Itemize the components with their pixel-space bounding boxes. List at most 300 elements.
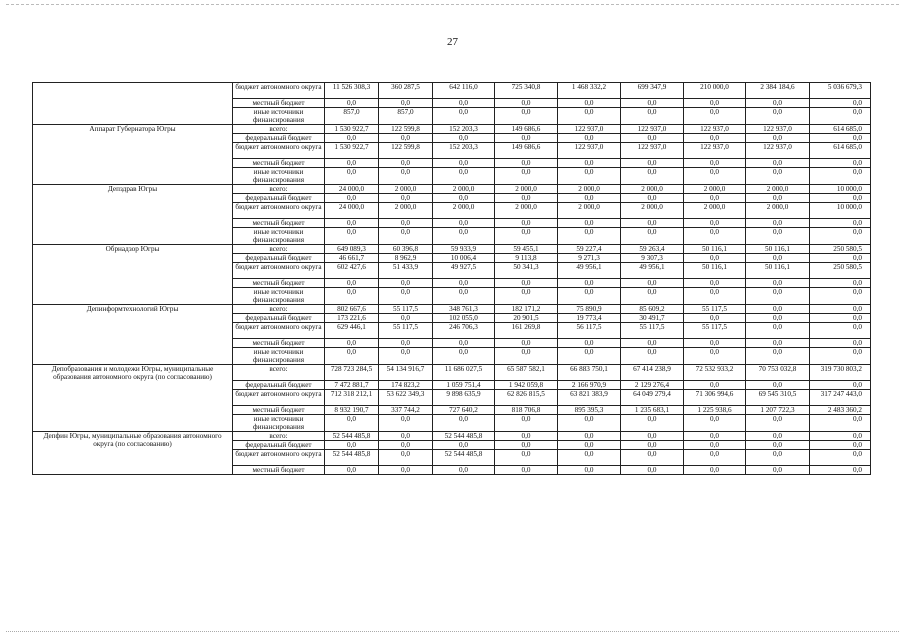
funding-source-cell: бюджет автономного округа: [233, 323, 325, 339]
amount-cell: 0,0: [746, 254, 810, 263]
amount-cell: 0,0: [746, 288, 810, 305]
amount-cell: 149 686,6: [495, 143, 558, 159]
amount-cell: 0,0: [558, 339, 621, 348]
amount-cell: 10 000,0: [810, 185, 871, 194]
amount-cell: 1 530 922,7: [325, 125, 379, 134]
amount-cell: 337 744,2: [379, 406, 433, 415]
amount-cell: 0,0: [746, 134, 810, 143]
amount-cell: 0,0: [621, 279, 684, 288]
amount-cell: 24 000,0: [325, 203, 379, 219]
funding-source-cell: бюджет автономного округа: [233, 263, 325, 279]
amount-cell: 0,0: [810, 254, 871, 263]
table-row: [33, 245, 871, 254]
amount-cell: 0,0: [325, 168, 379, 185]
amount-cell: 122 937,0: [621, 143, 684, 159]
amount-cell: 49 956,1: [621, 263, 684, 279]
amount-cell: 10 000,0: [810, 203, 871, 219]
amount-cell: 0,0: [495, 99, 558, 108]
amount-cell: 0,0: [495, 415, 558, 432]
amount-cell: 0,0: [558, 279, 621, 288]
amount-cell: 182 171,2: [495, 305, 558, 314]
funding-source-cell: федеральный бюджет: [233, 314, 325, 323]
amount-cell: 0,0: [621, 415, 684, 432]
amount-cell: 152 203,3: [433, 143, 495, 159]
amount-cell: 0,0: [325, 339, 379, 348]
amount-cell: 0,0: [379, 194, 433, 203]
amount-cell: 2 166 970,9: [558, 381, 621, 390]
amount-cell: 0,0: [433, 228, 495, 245]
amount-cell: 0,0: [495, 441, 558, 450]
amount-cell: 8 962,9: [379, 254, 433, 263]
funding-source-cell: иные источники финансирования: [233, 288, 325, 305]
amount-cell: 0,0: [621, 228, 684, 245]
amount-cell: 20 901,5: [495, 314, 558, 323]
amount-cell: 0,0: [621, 339, 684, 348]
amount-cell: 0,0: [325, 134, 379, 143]
amount-cell: 122 937,0: [746, 125, 810, 134]
amount-cell: 55 117,5: [684, 323, 746, 339]
amount-cell: 0,0: [684, 194, 746, 203]
amount-cell: 75 890,9: [558, 305, 621, 314]
amount-cell: 149 686,6: [495, 125, 558, 134]
amount-cell: 802 667,6: [325, 305, 379, 314]
amount-cell: 54 134 916,7: [379, 365, 433, 381]
amount-cell: 69 545 310,5: [746, 390, 810, 406]
amount-cell: 50 116,1: [746, 263, 810, 279]
amount-cell: 50 341,3: [495, 263, 558, 279]
amount-cell: 0,0: [684, 415, 746, 432]
amount-cell: 46 661,7: [325, 254, 379, 263]
amount-cell: 629 446,1: [325, 323, 379, 339]
amount-cell: 60 396,8: [379, 245, 433, 254]
amount-cell: 0,0: [810, 348, 871, 365]
amount-cell: 642 116,0: [433, 83, 495, 99]
amount-cell: 0,0: [746, 450, 810, 466]
amount-cell: 0,0: [684, 339, 746, 348]
amount-cell: 0,0: [684, 254, 746, 263]
amount-cell: 0,0: [558, 108, 621, 125]
amount-cell: 56 117,5: [558, 323, 621, 339]
amount-cell: 0,0: [379, 219, 433, 228]
amount-cell: 0,0: [746, 99, 810, 108]
funding-source-cell: федеральный бюджет: [233, 194, 325, 203]
responsible-executor-cell: [33, 83, 233, 125]
amount-cell: 0,0: [810, 228, 871, 245]
amount-cell: 0,0: [433, 339, 495, 348]
amount-cell: 0,0: [558, 134, 621, 143]
amount-cell: 161 269,8: [495, 323, 558, 339]
table-row: [33, 125, 871, 134]
amount-cell: 174 823,2: [379, 381, 433, 390]
funding-source-cell: бюджет автономного округа: [233, 390, 325, 406]
funding-source-cell: всего:: [233, 185, 325, 194]
funding-source-cell: иные источники финансирования: [233, 228, 325, 245]
amount-cell: 2 000,0: [558, 185, 621, 194]
amount-cell: 0,0: [810, 279, 871, 288]
amount-cell: 0,0: [325, 348, 379, 365]
amount-cell: 0,0: [746, 228, 810, 245]
amount-cell: 0,0: [810, 288, 871, 305]
funding-source-cell: всего:: [233, 125, 325, 134]
funding-source-cell: местный бюджет: [233, 466, 325, 475]
responsible-executor-cell: Обрнадзор Югры: [33, 245, 233, 305]
amount-cell: 0,0: [379, 339, 433, 348]
page-number: 27: [447, 36, 458, 48]
amount-cell: 895 395,3: [558, 406, 621, 415]
amount-cell: 51 433,9: [379, 263, 433, 279]
amount-cell: 0,0: [684, 168, 746, 185]
amount-cell: 0,0: [325, 219, 379, 228]
amount-cell: 1 942 059,8: [495, 381, 558, 390]
amount-cell: 55 117,5: [379, 323, 433, 339]
amount-cell: 0,0: [379, 450, 433, 466]
amount-cell: 0,0: [325, 194, 379, 203]
amount-cell: 0,0: [379, 432, 433, 441]
funding-source-cell: федеральный бюджет: [233, 134, 325, 143]
amount-cell: 246 706,3: [433, 323, 495, 339]
table-row: [33, 305, 871, 314]
amount-cell: 8 932 190,7: [325, 406, 379, 415]
amount-cell: 0,0: [433, 194, 495, 203]
amount-cell: 727 640,2: [433, 406, 495, 415]
amount-cell: 2 000,0: [379, 185, 433, 194]
amount-cell: 0,0: [746, 194, 810, 203]
amount-cell: 71 306 994,6: [684, 390, 746, 406]
scan-top-edge: [6, 4, 899, 5]
amount-cell: 0,0: [495, 466, 558, 475]
amount-cell: 50 116,1: [746, 245, 810, 254]
responsible-executor-cell: Депинформтехнологий Югры: [33, 305, 233, 365]
amount-cell: 2 129 276,4: [621, 381, 684, 390]
amount-cell: 0,0: [810, 108, 871, 125]
amount-cell: 59 933,9: [433, 245, 495, 254]
amount-cell: 1 059 751,4: [433, 381, 495, 390]
amount-cell: 0,0: [621, 99, 684, 108]
amount-cell: 122 937,0: [558, 143, 621, 159]
amount-cell: 67 414 238,9: [621, 365, 684, 381]
funding-source-cell: всего:: [233, 305, 325, 314]
budget-table: [32, 82, 871, 475]
funding-source-cell: местный бюджет: [233, 406, 325, 415]
amount-cell: 0,0: [558, 288, 621, 305]
amount-cell: 0,0: [558, 219, 621, 228]
amount-cell: 2 000,0: [684, 203, 746, 219]
amount-cell: 59 263,4: [621, 245, 684, 254]
amount-cell: 649 089,3: [325, 245, 379, 254]
amount-cell: 2 000,0: [558, 203, 621, 219]
amount-cell: 0,0: [558, 415, 621, 432]
amount-cell: 2 000,0: [621, 203, 684, 219]
amount-cell: 250 580,5: [810, 245, 871, 254]
amount-cell: 0,0: [684, 450, 746, 466]
funding-source-cell: бюджет автономного округа: [233, 83, 325, 99]
amount-cell: 30 491,7: [621, 314, 684, 323]
amount-cell: 52 544 485,8: [325, 432, 379, 441]
amount-cell: 0,0: [558, 159, 621, 168]
funding-source-cell: иные источники финансирования: [233, 348, 325, 365]
amount-cell: 59 227,4: [558, 245, 621, 254]
amount-cell: 0,0: [325, 288, 379, 305]
amount-cell: 0,0: [558, 466, 621, 475]
amount-cell: 0,0: [810, 194, 871, 203]
amount-cell: 0,0: [495, 279, 558, 288]
amount-cell: 0,0: [810, 99, 871, 108]
funding-source-cell: местный бюджет: [233, 279, 325, 288]
amount-cell: 50 116,1: [684, 245, 746, 254]
amount-cell: 70 753 032,8: [746, 365, 810, 381]
amount-cell: 0,0: [746, 381, 810, 390]
amount-cell: 52 544 485,8: [433, 450, 495, 466]
amount-cell: 0,0: [684, 108, 746, 125]
amount-cell: 64 049 279,4: [621, 390, 684, 406]
amount-cell: 0,0: [558, 348, 621, 365]
amount-cell: 1 225 938,6: [684, 406, 746, 415]
amount-cell: 0,0: [495, 288, 558, 305]
amount-cell: 0,0: [379, 466, 433, 475]
table-row: [33, 432, 871, 441]
amount-cell: 0,0: [379, 415, 433, 432]
amount-cell: 0,0: [495, 450, 558, 466]
amount-cell: 2 000,0: [433, 185, 495, 194]
amount-cell: 0,0: [810, 168, 871, 185]
amount-cell: 0,0: [746, 323, 810, 339]
amount-cell: 0,0: [810, 314, 871, 323]
amount-cell: 62 826 815,5: [495, 390, 558, 406]
amount-cell: 0,0: [325, 415, 379, 432]
amount-cell: 0,0: [621, 441, 684, 450]
amount-cell: 9 113,8: [495, 254, 558, 263]
amount-cell: 0,0: [433, 168, 495, 185]
amount-cell: 55 117,5: [379, 305, 433, 314]
amount-cell: 0,0: [495, 228, 558, 245]
amount-cell: 2 000,0: [684, 185, 746, 194]
amount-cell: 699 347,9: [621, 83, 684, 99]
funding-source-cell: федеральный бюджет: [233, 381, 325, 390]
amount-cell: 0,0: [746, 305, 810, 314]
amount-cell: 0,0: [379, 159, 433, 168]
funding-source-cell: иные источники финансирования: [233, 415, 325, 432]
amount-cell: 0,0: [621, 432, 684, 441]
amount-cell: 0,0: [325, 441, 379, 450]
amount-cell: 0,0: [325, 279, 379, 288]
amount-cell: 85 609,2: [621, 305, 684, 314]
responsible-executor-cell: Депфин Югры, муниципальные образования автономного округа (по согласованию): [33, 432, 233, 475]
amount-cell: 0,0: [558, 194, 621, 203]
amount-cell: 0,0: [558, 441, 621, 450]
amount-cell: 10 006,4: [433, 254, 495, 263]
amount-cell: 728 723 284,5: [325, 365, 379, 381]
amount-cell: 53 622 349,3: [379, 390, 433, 406]
amount-cell: 0,0: [495, 194, 558, 203]
funding-source-cell: иные источники финансирования: [233, 168, 325, 185]
amount-cell: 0,0: [746, 441, 810, 450]
responsible-executor-cell: Аппарат Губернатора Югры: [33, 125, 233, 185]
amount-cell: 0,0: [684, 432, 746, 441]
amount-cell: 0,0: [495, 339, 558, 348]
amount-cell: 0,0: [379, 348, 433, 365]
amount-cell: 0,0: [684, 279, 746, 288]
amount-cell: 0,0: [433, 159, 495, 168]
amount-cell: 0,0: [495, 168, 558, 185]
amount-cell: 0,0: [684, 441, 746, 450]
amount-cell: 1 235 683,1: [621, 406, 684, 415]
amount-cell: 9 271,3: [558, 254, 621, 263]
amount-cell: 11 526 308,3: [325, 83, 379, 99]
amount-cell: 0,0: [433, 466, 495, 475]
amount-cell: 102 055,0: [433, 314, 495, 323]
amount-cell: 0,0: [558, 99, 621, 108]
amount-cell: 7 472 881,7: [325, 381, 379, 390]
amount-cell: 0,0: [810, 134, 871, 143]
scan-bottom-edge: [6, 631, 899, 632]
table-row: [33, 185, 871, 194]
amount-cell: 0,0: [558, 168, 621, 185]
amount-cell: 0,0: [684, 466, 746, 475]
amount-cell: 0,0: [810, 305, 871, 314]
amount-cell: 0,0: [810, 441, 871, 450]
amount-cell: 0,0: [810, 432, 871, 441]
funding-source-cell: бюджет автономного округа: [233, 143, 325, 159]
amount-cell: 0,0: [325, 99, 379, 108]
amount-cell: 0,0: [746, 415, 810, 432]
amount-cell: 2 000,0: [495, 203, 558, 219]
amount-cell: 0,0: [379, 168, 433, 185]
funding-source-cell: иные источники финансирования: [233, 108, 325, 125]
amount-cell: 0,0: [433, 219, 495, 228]
amount-cell: 122 937,0: [684, 143, 746, 159]
amount-cell: 0,0: [433, 108, 495, 125]
amount-cell: 0,0: [810, 450, 871, 466]
amount-cell: 0,0: [746, 339, 810, 348]
amount-cell: 0,0: [746, 279, 810, 288]
amount-cell: 0,0: [746, 466, 810, 475]
amount-cell: 0,0: [325, 228, 379, 245]
amount-cell: 0,0: [746, 168, 810, 185]
amount-cell: 0,0: [684, 348, 746, 365]
responsible-executor-cell: Депобразования и молодежи Югры, муниципальные образования автономного округа (по согласованию): [33, 365, 233, 432]
amount-cell: 0,0: [684, 381, 746, 390]
amount-cell: 857,0: [325, 108, 379, 125]
amount-cell: 2 384 184,6: [746, 83, 810, 99]
amount-cell: 602 427,6: [325, 263, 379, 279]
amount-cell: 55 117,5: [684, 305, 746, 314]
amount-cell: 0,0: [433, 134, 495, 143]
amount-cell: 5 036 679,3: [810, 83, 871, 99]
amount-cell: 360 287,5: [379, 83, 433, 99]
amount-cell: 0,0: [495, 432, 558, 441]
amount-cell: 65 587 582,1: [495, 365, 558, 381]
amount-cell: 50 116,1: [684, 263, 746, 279]
amount-cell: 9 898 635,9: [433, 390, 495, 406]
amount-cell: 173 221,6: [325, 314, 379, 323]
amount-cell: 0,0: [621, 134, 684, 143]
amount-cell: 725 340,8: [495, 83, 558, 99]
funding-source-cell: всего:: [233, 432, 325, 441]
amount-cell: 614 685,0: [810, 125, 871, 134]
funding-source-cell: всего:: [233, 365, 325, 381]
amount-cell: 0,0: [379, 288, 433, 305]
amount-cell: 250 580,5: [810, 263, 871, 279]
amount-cell: 0,0: [684, 134, 746, 143]
amount-cell: 210 000,0: [684, 83, 746, 99]
amount-cell: 2 000,0: [746, 185, 810, 194]
budget-table-body: [33, 83, 871, 475]
amount-cell: 1 207 722,3: [746, 406, 810, 415]
amount-cell: 59 455,1: [495, 245, 558, 254]
amount-cell: 0,0: [684, 228, 746, 245]
amount-cell: 0,0: [621, 288, 684, 305]
amount-cell: 0,0: [621, 108, 684, 125]
amount-cell: 0,0: [495, 134, 558, 143]
amount-cell: 0,0: [379, 228, 433, 245]
amount-cell: 0,0: [746, 108, 810, 125]
amount-cell: 9 307,3: [621, 254, 684, 263]
funding-source-cell: бюджет автономного округа: [233, 450, 325, 466]
amount-cell: 72 532 933,2: [684, 365, 746, 381]
amount-cell: 0,0: [325, 466, 379, 475]
funding-source-cell: местный бюджет: [233, 99, 325, 108]
amount-cell: 0,0: [433, 415, 495, 432]
amount-cell: 19 773,4: [558, 314, 621, 323]
amount-cell: 0,0: [495, 219, 558, 228]
amount-cell: 0,0: [621, 159, 684, 168]
amount-cell: 712 318 212,1: [325, 390, 379, 406]
amount-cell: 0,0: [746, 314, 810, 323]
amount-cell: 0,0: [746, 348, 810, 365]
funding-source-cell: местный бюджет: [233, 339, 325, 348]
amount-cell: 52 544 485,8: [433, 432, 495, 441]
amount-cell: 0,0: [621, 168, 684, 185]
amount-cell: 0,0: [684, 219, 746, 228]
amount-cell: 0,0: [810, 381, 871, 390]
amount-cell: 0,0: [684, 314, 746, 323]
funding-source-cell: местный бюджет: [233, 219, 325, 228]
amount-cell: 0,0: [379, 314, 433, 323]
funding-source-cell: всего:: [233, 245, 325, 254]
funding-source-cell: федеральный бюджет: [233, 254, 325, 263]
amount-cell: 2 000,0: [379, 203, 433, 219]
amount-cell: 1 530 922,7: [325, 143, 379, 159]
amount-cell: 0,0: [810, 415, 871, 432]
amount-cell: 24 000,0: [325, 185, 379, 194]
amount-cell: 0,0: [810, 219, 871, 228]
amount-cell: 0,0: [433, 441, 495, 450]
amount-cell: 348 761,3: [433, 305, 495, 314]
amount-cell: 122 599,8: [379, 143, 433, 159]
table-row: [33, 365, 871, 381]
amount-cell: 0,0: [558, 432, 621, 441]
amount-cell: 0,0: [684, 159, 746, 168]
amount-cell: 122 937,0: [621, 125, 684, 134]
amount-cell: 0,0: [495, 159, 558, 168]
amount-cell: 0,0: [325, 159, 379, 168]
amount-cell: 0,0: [433, 288, 495, 305]
amount-cell: 0,0: [558, 450, 621, 466]
amount-cell: 0,0: [379, 99, 433, 108]
amount-cell: 66 883 750,1: [558, 365, 621, 381]
amount-cell: 857,0: [379, 108, 433, 125]
amount-cell: 2 000,0: [746, 203, 810, 219]
amount-cell: 2 000,0: [433, 203, 495, 219]
funding-source-cell: местный бюджет: [233, 159, 325, 168]
amount-cell: 49 956,1: [558, 263, 621, 279]
amount-cell: 0,0: [810, 159, 871, 168]
amount-cell: 0,0: [495, 108, 558, 125]
amount-cell: 0,0: [621, 194, 684, 203]
amount-cell: 2 000,0: [495, 185, 558, 194]
amount-cell: 0,0: [684, 99, 746, 108]
amount-cell: 0,0: [810, 466, 871, 475]
